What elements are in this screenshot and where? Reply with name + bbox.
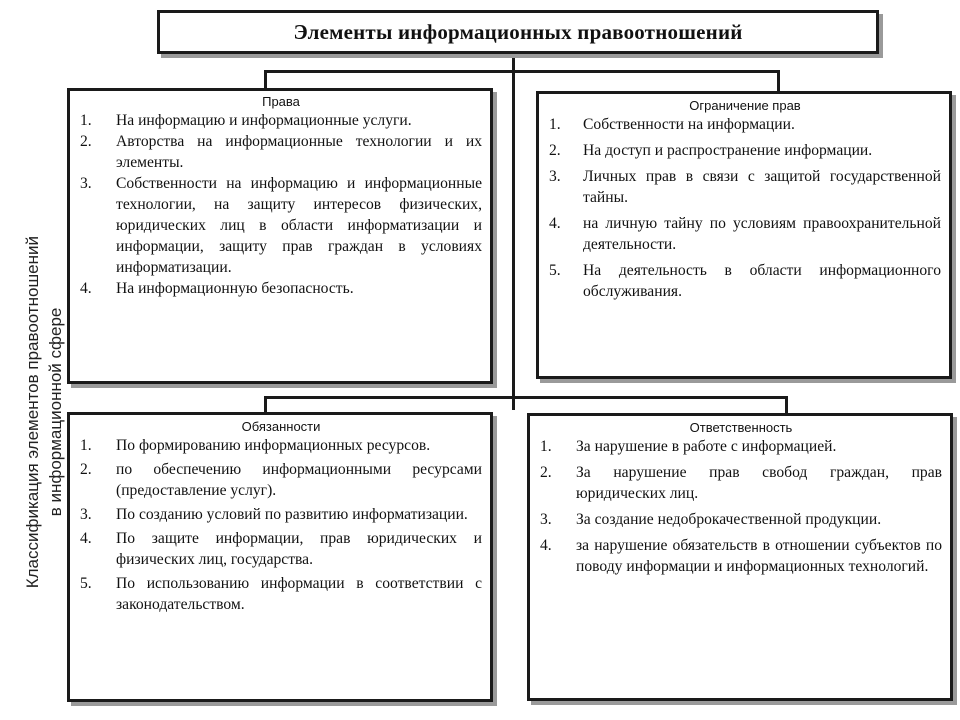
side-label: [20, 120, 68, 705]
list-item: [549, 260, 941, 302]
connector-top-right-drop: [777, 70, 780, 91]
item-text: На доступ и распространение информации.: [583, 142, 873, 159]
item-number: 2.: [80, 133, 92, 150]
side-label-line-2: в информационной сфере: [46, 308, 65, 517]
item-text: По защите информации, прав юридических и физических лиц, государства.: [116, 530, 482, 568]
connector-top-bar: [264, 70, 780, 73]
diagram-title: Элементы информационных правоотношений: [293, 19, 743, 44]
list-item: [549, 166, 941, 208]
diagram-title-box: [157, 10, 879, 54]
connector-bottom-right-drop: [785, 396, 788, 413]
item-number: 2.: [549, 142, 561, 159]
connector-trunk: [512, 54, 515, 410]
connector-bottom-left-drop: [264, 396, 267, 412]
restrictions-box: [536, 91, 952, 379]
item-number: 5.: [80, 575, 92, 592]
item-number: 1.: [540, 438, 552, 455]
liability-list: [540, 436, 942, 577]
list-item: [80, 504, 482, 525]
connector-top-left-drop: [264, 70, 267, 88]
item-number: 3.: [80, 175, 92, 192]
item-text: По формированию информационных ресурсов.: [116, 437, 431, 454]
item-text: за нарушение обязательств в отношении субъектов по поводу информации и информационных технологий.: [576, 537, 942, 575]
item-text: По использованию информации в соответствии с законодательством.: [116, 575, 482, 613]
item-text: на личную тайну по условиям правоохранительной деятельности.: [583, 215, 941, 253]
item-number: 4.: [549, 215, 561, 232]
liability-box: [527, 413, 953, 701]
item-number: 4.: [540, 537, 552, 554]
list-item: [540, 436, 942, 457]
list-item: [80, 131, 482, 173]
rights-list: [80, 110, 482, 299]
item-text: Собственности на информации.: [583, 116, 795, 133]
item-text: Личных прав в связи с защитой государственной тайны.: [583, 168, 941, 206]
item-text: За нарушение в работе с информацией.: [576, 438, 837, 455]
rights-box: [67, 88, 493, 384]
item-text: По созданию условий по развитию информатизации.: [116, 506, 468, 523]
list-item: [80, 173, 482, 278]
side-label-line-1: Классификация элементов правоотношений: [23, 236, 42, 589]
list-item: [549, 114, 941, 135]
restrictions-title: Ограничение прав: [689, 98, 801, 113]
item-text: по обеспечению информационными ресурсами (предоставление услуг).: [116, 461, 482, 499]
connector-bottom-bar: [264, 396, 788, 399]
restrictions-list: [549, 114, 941, 302]
item-number: 4.: [80, 280, 92, 297]
item-number: 1.: [80, 437, 92, 454]
list-item: [549, 213, 941, 255]
list-item: [80, 110, 482, 131]
list-item: [80, 435, 482, 456]
side-label-text: [21, 236, 67, 588]
item-number: 3.: [540, 511, 552, 528]
item-text: На информационную безопасность.: [116, 280, 354, 297]
item-number: 3.: [80, 506, 92, 523]
list-item: [540, 535, 942, 577]
item-number: 2.: [80, 461, 92, 478]
list-item: [549, 140, 941, 161]
item-text: Авторства на информационные технологии и их элементы.: [116, 133, 482, 171]
duties-title: Обязанности: [241, 419, 321, 434]
item-number: 3.: [549, 168, 561, 185]
item-number: 4.: [80, 530, 92, 547]
list-item: [80, 528, 482, 570]
item-text: За нарушение прав свобод граждан, прав юридических лиц.: [576, 464, 942, 502]
liability-title: Ответственность: [689, 420, 793, 435]
list-item: [540, 462, 942, 504]
item-number: 1.: [80, 112, 92, 129]
item-text: За создание недоброкачественной продукции.: [576, 511, 882, 528]
item-text: На деятельность в области информационного обслуживания.: [583, 262, 941, 300]
list-item: [80, 573, 482, 615]
item-text: На информацию и информационные услуги.: [116, 112, 412, 129]
item-number: 2.: [540, 464, 552, 481]
list-item: [540, 509, 942, 530]
item-number: 1.: [549, 116, 561, 133]
list-item: [80, 278, 482, 299]
item-number: 5.: [549, 262, 561, 279]
duties-list: [80, 435, 482, 615]
item-text: Собственности на информацию и информационные технологии, на защиту интересов физических, юридических лиц в области информатизации и информации, защиту прав граждан в условиях информатизации.: [116, 175, 482, 276]
duties-box: [67, 412, 493, 702]
rights-title: Права: [262, 94, 300, 109]
list-item: [80, 459, 482, 501]
